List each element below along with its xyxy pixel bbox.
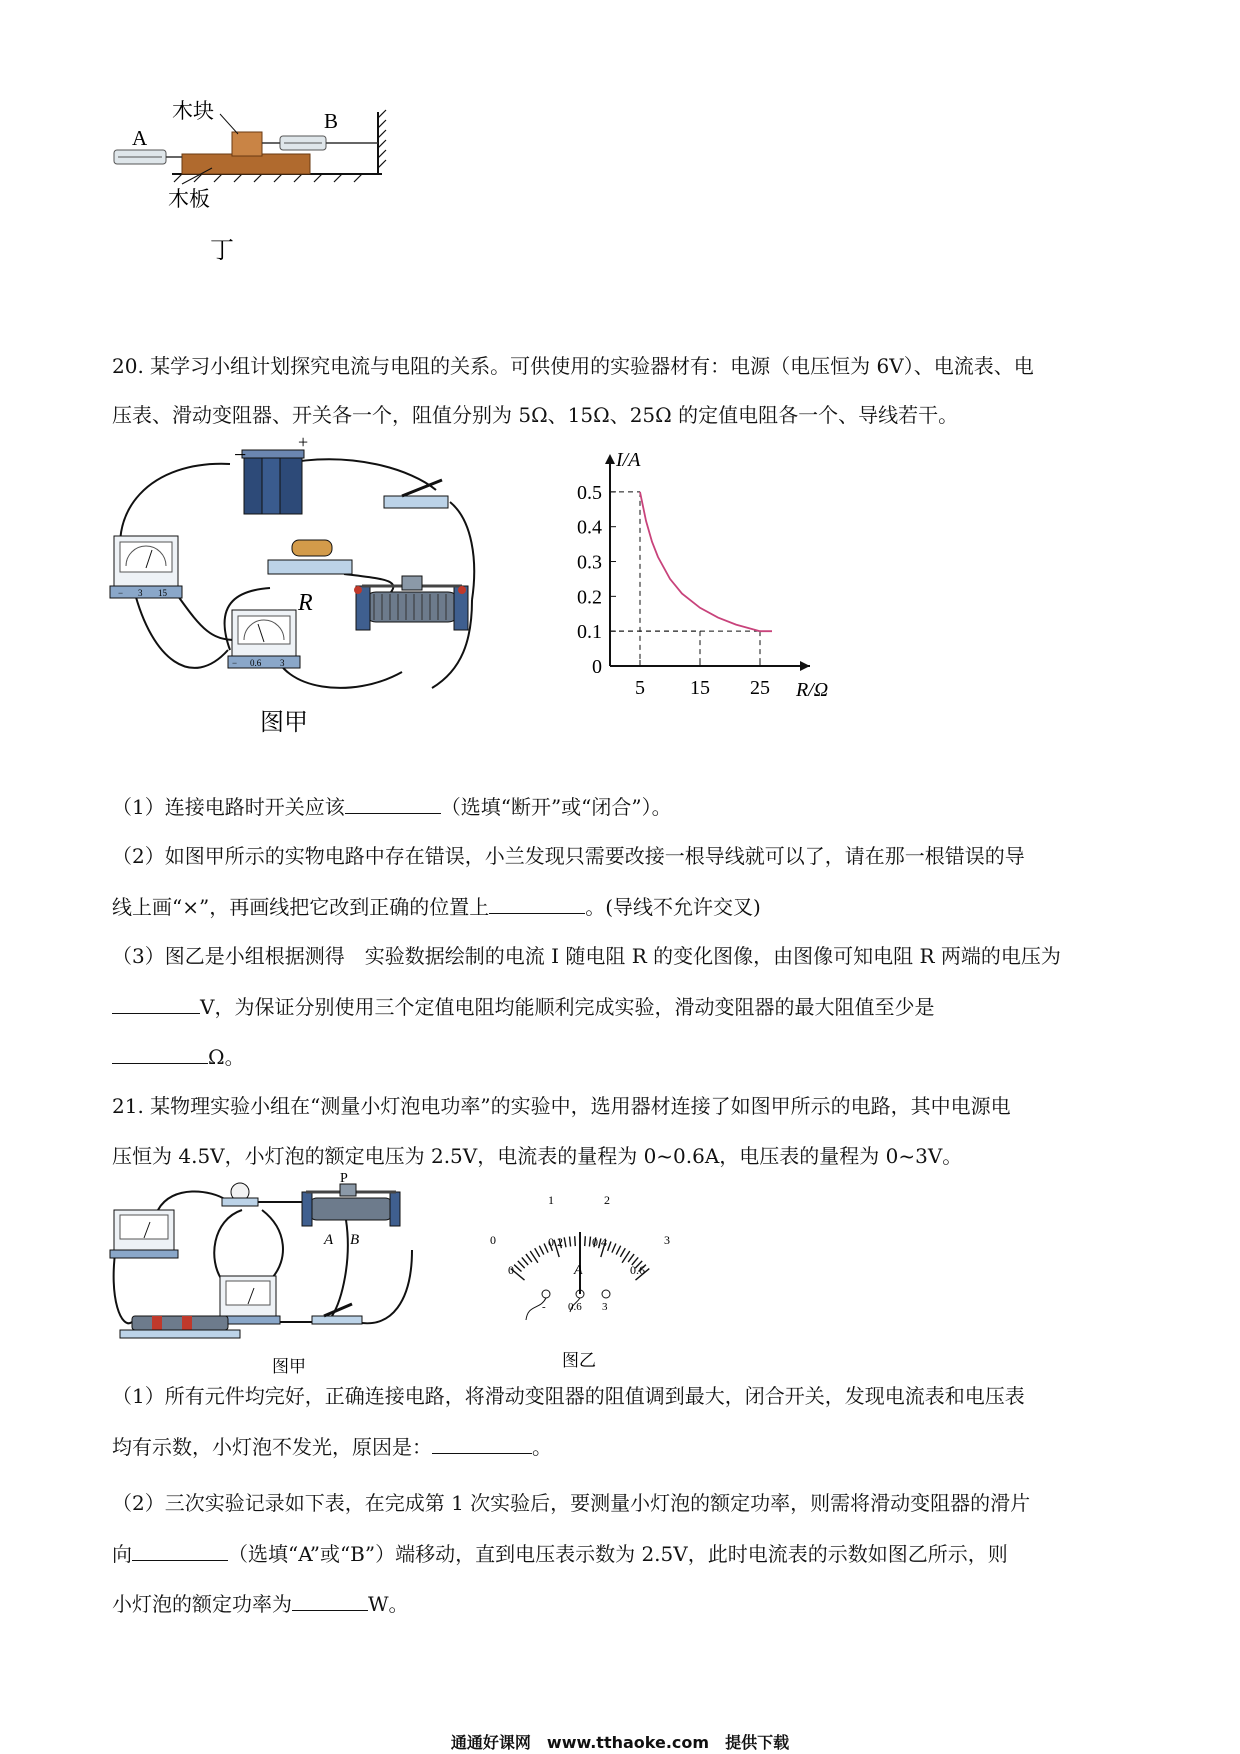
svg-text:A: A bbox=[324, 1232, 334, 1248]
svg-text:0: 0 bbox=[508, 1263, 514, 1277]
page-footer: 通通好课网 www.tthaoke.com 提供下载 bbox=[450, 1733, 790, 1752]
label-block: 木块 bbox=[172, 99, 214, 123]
dial-tick bbox=[535, 1248, 540, 1257]
svg-text:−: − bbox=[232, 658, 238, 668]
svg-text:3: 3 bbox=[664, 1233, 670, 1247]
y-tick-label: 0.1 bbox=[577, 621, 602, 644]
q21-p2-line2: 向 （选填“A”或“B”）端移动，直到电压表示数为 2.5V，此时电流表的示数如图乙所示，则 bbox=[112, 1538, 1132, 1569]
y-tick-label: 0.4 bbox=[577, 516, 602, 539]
figure-caption: 图乙 bbox=[562, 1351, 596, 1370]
dial-tick bbox=[518, 1261, 525, 1268]
q21-p1-line1: （1）所有元件均完好，正确连接电路，将滑动变阻器的阻值调到最大，闭合开关，发现电流表和电压表 bbox=[112, 1384, 1025, 1408]
dial-tick bbox=[585, 1236, 586, 1246]
y-tick-label: 0.3 bbox=[577, 551, 602, 574]
q21-ammeter-dial bbox=[480, 1186, 680, 1376]
q20-p3-line1: （3）图乙是小组根据测得 实验数据绘制的电流 I 随电阻 R 的变化图像，由图像可知电阻 R 两端的电压为 bbox=[112, 944, 1061, 968]
label-a: A bbox=[132, 126, 148, 150]
svg-text:P: P bbox=[340, 1171, 348, 1186]
dial-tick bbox=[539, 1246, 544, 1255]
x-tick-label: 5 bbox=[635, 677, 645, 699]
q20-line2: 压表、滑动变阻器、开关各一个，阻值分别为 5Ω、15Ω、25Ω 的定值电阻各一个、导线若干。 bbox=[112, 403, 959, 427]
q21-p1-line2: 均有示数，小灯泡不发光，原因是： 。 bbox=[112, 1431, 1132, 1462]
svg-text:1: 1 bbox=[548, 1193, 554, 1207]
label-board: 木板 bbox=[168, 187, 210, 211]
rheostat-icon bbox=[354, 576, 468, 630]
svg-text:0.6: 0.6 bbox=[630, 1263, 645, 1277]
answer-blank[interactable] bbox=[432, 1431, 532, 1454]
svg-text:3: 3 bbox=[138, 588, 143, 598]
switch-icon bbox=[384, 480, 448, 508]
dial-tick bbox=[564, 1237, 566, 1247]
answer-blank[interactable] bbox=[132, 1538, 228, 1561]
svg-text:−: − bbox=[234, 442, 247, 467]
dial-tick bbox=[526, 1254, 532, 1262]
q21-p2-line3: 小灯泡的额定功率为 W。 bbox=[112, 1588, 1132, 1619]
svg-text:15: 15 bbox=[158, 588, 167, 598]
dial-tick bbox=[522, 1257, 528, 1265]
svg-text:-: - bbox=[542, 1301, 546, 1313]
x-axis-label: R/Ω bbox=[796, 679, 829, 701]
q21-line1: 21. 某物理实验小组在“测量小灯泡电功率”的实验中，选用器材连接了如图甲所示的电路，其中电源电 bbox=[112, 1094, 1011, 1118]
y-axis-label: I/A bbox=[616, 449, 641, 471]
fixed-resistor-icon bbox=[268, 540, 352, 574]
svg-text:0: 0 bbox=[490, 1233, 496, 1247]
svg-text:B: B bbox=[350, 1232, 360, 1248]
svg-text:+: + bbox=[298, 432, 309, 452]
y-tick-label: 0 bbox=[592, 656, 602, 678]
wooden-block bbox=[232, 132, 262, 156]
svg-text:0.2: 0.2 bbox=[548, 1235, 563, 1249]
svg-text:0.6: 0.6 bbox=[568, 1301, 582, 1313]
ammeter-icon bbox=[228, 610, 300, 668]
y-tick-label: 0.5 bbox=[577, 481, 602, 504]
q21-line2: 压恒为 4.5V，小灯泡的额定电压为 2.5V，电流表的量程为 0~0.6A，电压表的量程为 0~3V。 bbox=[112, 1144, 963, 1168]
switch-icon bbox=[312, 1316, 362, 1324]
q20-line1: 20. 某学习小组计划探究电流与电阻的关系。可供使用的实验器材有：电源（电压恒为 6V）、电流表、电 bbox=[112, 354, 1034, 378]
svg-text:0.4: 0.4 bbox=[592, 1235, 607, 1249]
x-tick-label: 15 bbox=[690, 677, 710, 699]
wooden-board bbox=[182, 154, 310, 174]
q20-p3-line3: Ω。 bbox=[112, 1041, 1132, 1072]
q20-i-r-chart bbox=[560, 450, 860, 740]
svg-text:−: − bbox=[118, 588, 124, 598]
figure-caption: 图甲 bbox=[260, 710, 308, 736]
svg-text:A: A bbox=[574, 1263, 583, 1278]
x-axis-arrow bbox=[800, 661, 810, 671]
answer-blank[interactable] bbox=[112, 1041, 208, 1064]
dial-tick bbox=[514, 1265, 521, 1272]
svg-text:0.6: 0.6 bbox=[250, 658, 262, 668]
answer-blank[interactable] bbox=[345, 791, 441, 814]
q21-circuit-figure bbox=[112, 1171, 452, 1380]
q20-p3-line2: V，为保证分别使用三个定值电阻均能顺利完成实验，滑动变阻器的最大阻值至少是 bbox=[112, 991, 1132, 1022]
q20-p1: （1）连接电路时开关应该 （选填“断开”或“闭合”）。 bbox=[112, 791, 1132, 822]
q20-p2-line2: 线上画“×”，再画线把它改到正确的位置上 。(导线不允许交叉) bbox=[112, 891, 1132, 922]
figure-caption: 丁 bbox=[210, 238, 234, 264]
svg-text:R: R bbox=[298, 590, 313, 616]
answer-blank[interactable] bbox=[292, 1588, 368, 1611]
svg-text:3: 3 bbox=[602, 1301, 608, 1313]
dial-tick bbox=[570, 1237, 571, 1247]
battery-icon bbox=[132, 1316, 228, 1330]
q21-p2-line1: （2）三次实验记录如下表，在完成第 1 次实验后，要测量小灯泡的额定功率，则需将滑动变阻器的滑片 bbox=[112, 1491, 1031, 1515]
figure-ding bbox=[112, 98, 392, 268]
svg-text:3: 3 bbox=[280, 658, 285, 668]
q20-circuit-figure bbox=[112, 432, 532, 740]
dial-tick bbox=[589, 1237, 590, 1247]
voltmeter-icon bbox=[110, 536, 182, 598]
dial-tick bbox=[616, 1246, 621, 1255]
dial-tick bbox=[575, 1236, 576, 1246]
svg-text:2: 2 bbox=[604, 1193, 610, 1207]
figure-caption: 图甲 bbox=[272, 1357, 306, 1376]
dial-tick bbox=[628, 1254, 634, 1262]
y-tick-label: 0.2 bbox=[577, 586, 602, 609]
q20-p2-line1: （2）如图甲所示的实物电路中存在错误，小兰发现只需要改接一根导线就可以了，请在那一根错误的导 bbox=[112, 844, 1025, 868]
y-axis-arrow bbox=[605, 454, 615, 464]
x-tick-label: 25 bbox=[750, 677, 770, 699]
answer-blank[interactable] bbox=[112, 991, 200, 1014]
label-b: B bbox=[324, 109, 339, 133]
dial-tick bbox=[620, 1248, 625, 1257]
dial-tick bbox=[612, 1244, 616, 1253]
series-curve bbox=[640, 492, 772, 631]
dial-tick bbox=[608, 1242, 611, 1251]
battery-icon bbox=[242, 450, 304, 514]
answer-blank[interactable] bbox=[489, 891, 585, 914]
